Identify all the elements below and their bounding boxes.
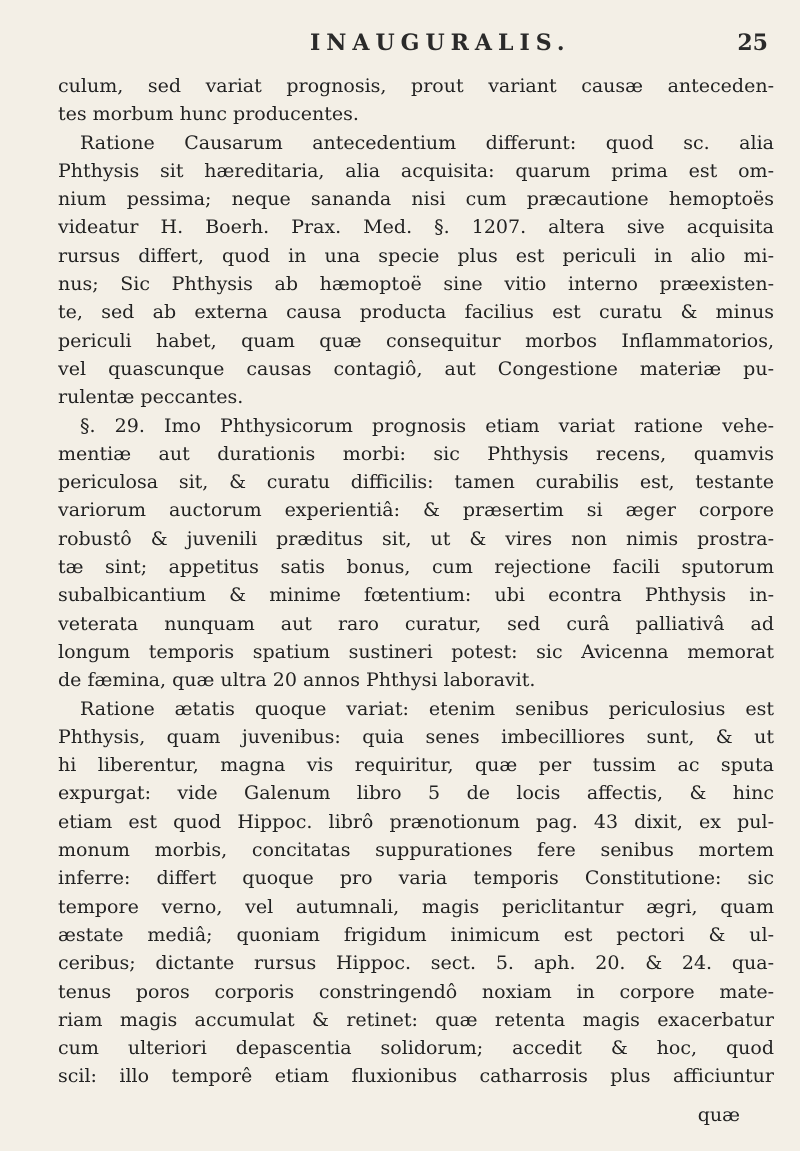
text-line: vel quascunque causas contagiô, aut Congestione materiæ pu- bbox=[58, 357, 774, 380]
text-line: ceribus; dictante rursus Hippoc. sect. 5. aph. 20. & 24. qua- bbox=[58, 952, 774, 975]
page-number: 25 bbox=[737, 30, 768, 56]
text-line: periculi habet, quam quæ consequitur morbos Inflammatorios, bbox=[58, 329, 774, 352]
text-line: æstate mediâ; quoniam frigidum inimicum est pectori & ul- bbox=[58, 923, 774, 946]
text-line: robustô & juvenili præditus sit, ut & vires non nimis prostra- bbox=[58, 527, 774, 550]
text-line: de fæmina, quæ ultra 20 annos Phthysi laboravit. bbox=[58, 669, 536, 692]
text-line: videatur H. Boerh. Prax. Med. §. 1207. altera sive acquisita bbox=[58, 216, 774, 239]
text-line: longum temporis spatium sustineri potest: sic Avicenna memorat bbox=[58, 640, 774, 663]
text-line: cum ulteriori depascentia solidorum; accedit & hoc, quod bbox=[58, 1037, 774, 1060]
text-line: inferre: differt quoque pro varia temporis Constitutione: sic bbox=[58, 867, 774, 890]
text-line: periculosa sit, & curatu difficilis: tamen curabilis est, testante bbox=[58, 471, 774, 494]
text-line: rursus differt, quod in una specie plus est periculi in alio mi- bbox=[58, 244, 774, 267]
text-line: scil: illo temporê etiam fluxionibus catharrosis plus afficiuntur bbox=[58, 1065, 774, 1088]
text-line: Phthysis, quam juvenibus: quia senes imbecilliores sunt, & ut bbox=[58, 725, 774, 748]
text-line: veterata nunquam aut raro curatur, sed curâ palliativâ ad bbox=[58, 612, 774, 635]
text-line: Phthysis sit hæreditaria, alia acquisita: quarum prima est om- bbox=[58, 159, 774, 182]
text-line: tes morbum hunc producentes. bbox=[58, 103, 359, 126]
text-line: subalbicantium & minime fœtentium: ubi econtra Phthysis in- bbox=[58, 584, 774, 607]
text-line: hi liberentur, magna vis requiritur, quæ per tussim ac sputa bbox=[58, 754, 774, 777]
text-line: §. 29. Imo Phthysicorum prognosis etiam variat ratione vehe- bbox=[80, 414, 774, 437]
text-line: Ratione Causarum antecedentium differunt: quod sc. alia bbox=[80, 131, 774, 154]
text-line: rulentæ peccantes. bbox=[58, 386, 244, 409]
text-line: tæ sint; appetitus satis bonus, cum rejectione facili sputorum bbox=[58, 556, 774, 579]
text-line: te, sed ab externa causa producta facilius est curatu & minus bbox=[58, 301, 774, 324]
text-line: etiam est quod Hippoc. librô prænotionum pag. 43 dixit, ex pul- bbox=[58, 810, 774, 833]
catchword: quæ bbox=[697, 1104, 740, 1126]
text-line: tempore verno, vel autumnali, magis periclitantur ægri, quam bbox=[58, 895, 774, 918]
text-line: nium pessima; neque sananda nisi cum præcautione hemoptoës bbox=[58, 188, 774, 211]
text-line: Ratione ætatis quoque variat: etenim senibus periculosius est bbox=[80, 697, 774, 720]
page-header bbox=[0, 30, 800, 70]
text-line: monum morbis, concitatas suppurationes fere senibus mortem bbox=[58, 839, 774, 862]
text-line: mentiæ aut durationis morbi: sic Phthysis recens, quamvis bbox=[58, 442, 774, 465]
text-line: culum, sed variat prognosis, prout variant causæ anteceden- bbox=[58, 75, 774, 97]
body-text bbox=[58, 72, 774, 1091]
text-line: nus; Sic Phthysis ab hæmoptoë sine vitio interno præexisten- bbox=[58, 273, 774, 296]
text-line: riam magis accumulat & retinet: quæ retenta magis exacerbatur bbox=[58, 1008, 774, 1031]
text-line: variorum auctorum experientiâ: & præsertim si æger corpore bbox=[58, 499, 774, 522]
text-line: tenus poros corporis constringendô noxiam in corpore mate- bbox=[58, 980, 774, 1003]
running-title: INAUGURALIS. bbox=[310, 30, 571, 56]
text-line: expurgat: vide Galenum libro 5 de locis affectis, & hinc bbox=[58, 782, 774, 805]
